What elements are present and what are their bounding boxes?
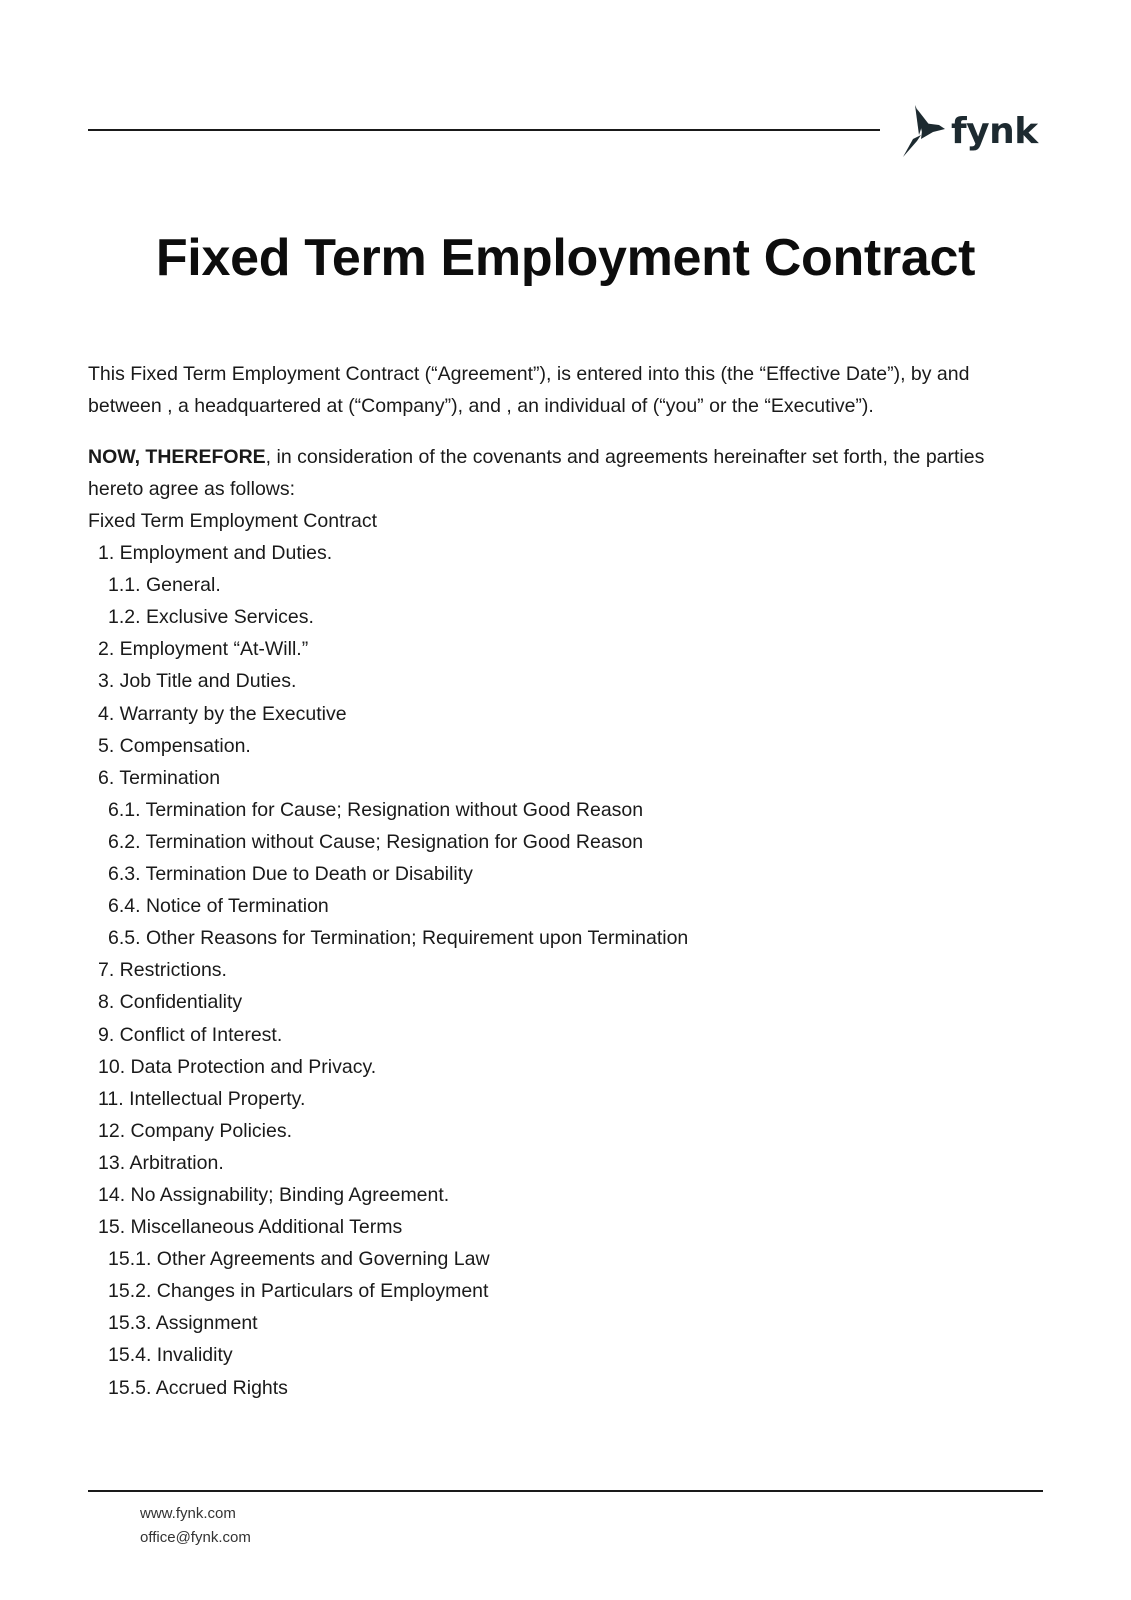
toc-item: 1.2. Exclusive Services. [108, 606, 314, 629]
toc-item: 14. No Assignability; Binding Agreement. [98, 1183, 450, 1206]
toc-item: 7. Restrictions. [98, 959, 227, 982]
toc-item: 11. Intellectual Property. [98, 1087, 306, 1110]
toc-item: 6.5. Other Reasons for Termination; Requirement upon Termination [108, 927, 689, 950]
footer-email: office@fynk.com [140, 1529, 251, 1546]
toc-item: 13. Arbitration. [98, 1151, 224, 1174]
toc-item: 15.2. Changes in Particulars of Employment [108, 1280, 489, 1303]
footer-divider [88, 1490, 1043, 1492]
toc-item: 1. Employment and Duties. [98, 542, 333, 565]
header-divider [88, 129, 880, 131]
footer-website: www.fynk.com [140, 1505, 236, 1522]
toc-item: 9. Conflict of Interest. [98, 1023, 283, 1046]
toc-item: 15.1. Other Agreements and Governing Law [108, 1248, 490, 1271]
table-of-contents [88, 505, 1043, 1404]
toc-item: 6. Termination [98, 766, 221, 789]
toc-item: 3. Job Title and Duties. [98, 670, 297, 693]
toc-item: 12. Company Policies. [98, 1119, 293, 1142]
toc-item: 6.2. Termination without Cause; Resignation for Good Reason [108, 830, 644, 853]
now-therefore-text: , in consideration of the covenants and agreements hereinafter set forth, the parties hereto agree as follows: [88, 446, 985, 500]
toc-item: 6.4. Notice of Termination [108, 895, 329, 918]
logo-text: fynk [951, 110, 1038, 152]
toc-item: 5. Compensation. [98, 734, 251, 757]
footer [140, 1502, 251, 1550]
toc-item: 4. Warranty by the Executive [98, 702, 347, 725]
bird-icon [903, 105, 947, 157]
document-title: Fixed Term Employment Contract [155, 229, 976, 287]
toc-item: 15.5. Accrued Rights [108, 1376, 288, 1399]
toc-item: 1.1. General. [108, 574, 221, 597]
toc-item: 15.4. Invalidity [108, 1344, 233, 1367]
now-therefore-paragraph [88, 441, 1043, 505]
now-therefore-bold: NOW, THEREFORE [88, 446, 266, 468]
toc-item: 8. Confidentiality [98, 991, 243, 1014]
toc-item: 15. Miscellaneous Additional Terms [98, 1216, 403, 1239]
intro-paragraph: This Fixed Term Employment Contract (“Agreement”), is entered into this (the “Effective Date”), by and between , a headquartered at (“Company”), and , an individual of (“you” or the “Executive”). [88, 363, 970, 417]
toc-item: Fixed Term Employment Contract [88, 510, 377, 532]
toc-item: 15.3. Assignment [108, 1312, 258, 1335]
toc-item: 6.1. Termination for Cause; Resignation without Good Reason [108, 798, 644, 821]
toc-item: 2. Employment “At-Will.” [98, 638, 309, 661]
toc-item: 6.3. Termination Due to Death or Disability [108, 863, 473, 886]
fynk-logo [903, 103, 1038, 159]
toc-item: 10. Data Protection and Privacy. [98, 1055, 377, 1078]
